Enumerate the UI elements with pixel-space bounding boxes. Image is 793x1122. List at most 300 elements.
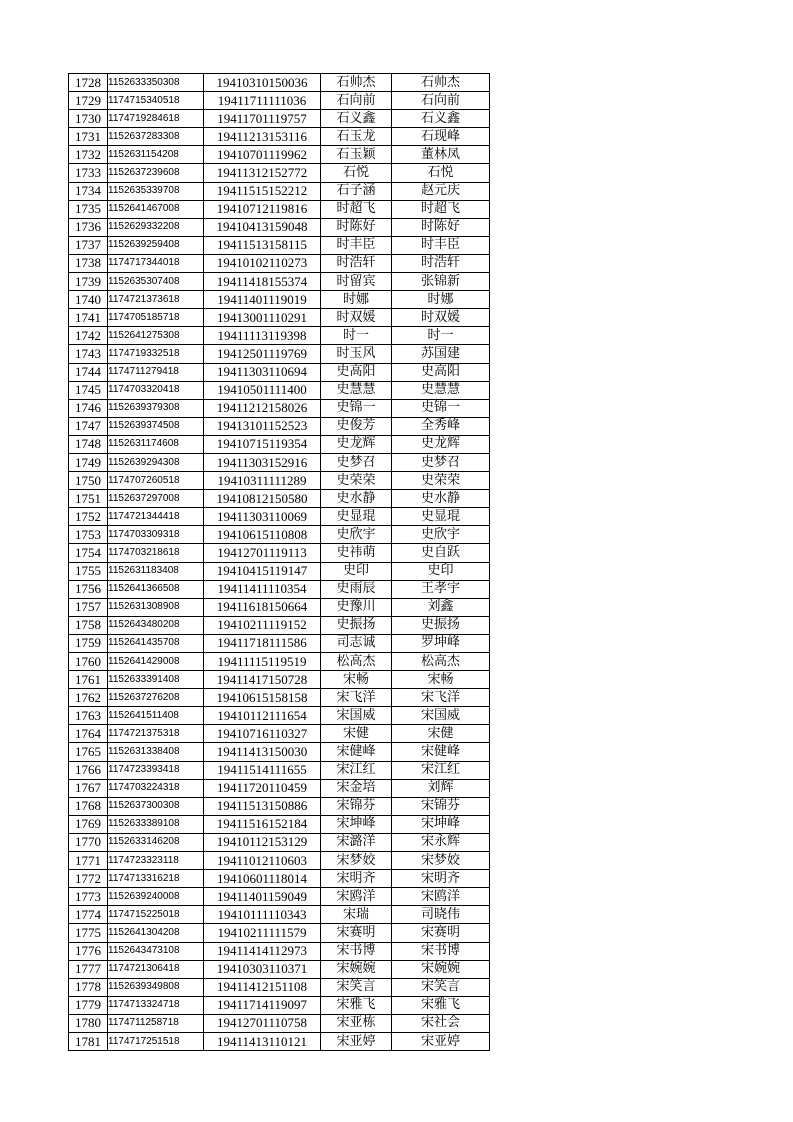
exam-number: 19411412151108 (204, 978, 321, 996)
account-number: 1152641435708 (108, 634, 204, 652)
exam-number: 19410102110273 (204, 254, 321, 272)
matched-name-cell: 史自跃 (392, 544, 490, 562)
table-row (69, 236, 490, 254)
exam-number: 19410601118014 (204, 870, 321, 888)
exam-number: 19410111110343 (204, 906, 321, 924)
name-cell: 史锦一 (321, 399, 392, 417)
account-number: 1174705185718 (108, 309, 204, 327)
account-number: 1152637276208 (108, 689, 204, 707)
name-cell: 宋潞洋 (321, 833, 392, 851)
exam-number: 19411514111655 (204, 761, 321, 779)
matched-name-cell: 宋畅 (392, 671, 490, 689)
row-number: 1736 (69, 218, 108, 236)
row-number: 1758 (69, 616, 108, 634)
exam-number: 19411012110603 (204, 852, 321, 870)
account-number: 1152639374508 (108, 417, 204, 435)
matched-name-cell: 宋亚婷 (392, 1032, 490, 1050)
exam-number: 19411513158115 (204, 236, 321, 254)
matched-name-cell: 史水静 (392, 490, 490, 508)
exam-number: 19411212158026 (204, 399, 321, 417)
account-number: 1152637239608 (108, 164, 204, 182)
table-row (69, 924, 490, 942)
row-number: 1750 (69, 472, 108, 490)
exam-number: 19412501119769 (204, 345, 321, 363)
row-number: 1769 (69, 815, 108, 833)
name-cell: 宋书博 (321, 942, 392, 960)
account-number: 1174703224318 (108, 779, 204, 797)
account-number: 1152635307408 (108, 273, 204, 291)
matched-name-cell: 宋国威 (392, 707, 490, 725)
matched-name-cell: 史龙辉 (392, 435, 490, 453)
account-number: 1152631338408 (108, 743, 204, 761)
row-number: 1765 (69, 743, 108, 761)
name-cell: 史梦召 (321, 453, 392, 471)
row-number: 1759 (69, 634, 108, 652)
name-cell: 宋健 (321, 725, 392, 743)
matched-name-cell: 时超飞 (392, 200, 490, 218)
exam-number: 19411418155374 (204, 273, 321, 291)
exam-number: 19411417150728 (204, 671, 321, 689)
matched-name-cell: 石悦 (392, 164, 490, 182)
account-number: 1174719332518 (108, 345, 204, 363)
exam-number: 19410712119816 (204, 200, 321, 218)
exam-number: 19411303110694 (204, 363, 321, 381)
account-number: 1152641275308 (108, 327, 204, 345)
name-cell: 宋瑞 (321, 906, 392, 924)
exam-number: 19410615110808 (204, 526, 321, 544)
exam-number: 19411115119519 (204, 653, 321, 671)
matched-name-cell: 宋赛明 (392, 924, 490, 942)
matched-name-cell: 宋明齐 (392, 870, 490, 888)
row-number: 1770 (69, 833, 108, 851)
account-number: 1152637300308 (108, 797, 204, 815)
name-cell: 宋赛明 (321, 924, 392, 942)
table-row (69, 508, 490, 526)
row-number: 1771 (69, 852, 108, 870)
table-row (69, 797, 490, 815)
matched-name-cell: 史梦召 (392, 453, 490, 471)
row-number: 1739 (69, 273, 108, 291)
table-row (69, 689, 490, 707)
name-cell: 宋笑言 (321, 978, 392, 996)
name-cell: 时娜 (321, 291, 392, 309)
matched-name-cell: 宋健 (392, 725, 490, 743)
row-number: 1752 (69, 508, 108, 526)
matched-name-cell: 宋永辉 (392, 833, 490, 851)
row-number: 1766 (69, 761, 108, 779)
table-row (69, 309, 490, 327)
matched-name-cell: 石向前 (392, 92, 490, 110)
matched-name-cell: 宋江红 (392, 761, 490, 779)
name-cell: 石义鑫 (321, 110, 392, 128)
matched-name-cell: 王孝宇 (392, 580, 490, 598)
matched-name-cell: 石帅杰 (392, 74, 490, 92)
name-cell: 宋锦芬 (321, 797, 392, 815)
exam-number: 19410415119147 (204, 562, 321, 580)
name-cell: 宋金培 (321, 779, 392, 797)
table-row (69, 616, 490, 634)
row-number: 1737 (69, 236, 108, 254)
matched-name-cell: 宋书博 (392, 942, 490, 960)
row-number: 1735 (69, 200, 108, 218)
table-row (69, 291, 490, 309)
exam-number: 19411701119757 (204, 110, 321, 128)
row-number: 1742 (69, 327, 108, 345)
name-cell: 史祎萌 (321, 544, 392, 562)
name-cell: 时陈好 (321, 218, 392, 236)
matched-name-cell: 史欣宇 (392, 526, 490, 544)
name-cell: 宋健峰 (321, 743, 392, 761)
table-row (69, 490, 490, 508)
row-number: 1728 (69, 74, 108, 92)
exam-number: 19410715119354 (204, 435, 321, 453)
row-number: 1733 (69, 164, 108, 182)
account-number: 1152633350308 (108, 74, 204, 92)
matched-name-cell: 史印 (392, 562, 490, 580)
table-row (69, 906, 490, 924)
name-cell: 史豫川 (321, 598, 392, 616)
row-number: 1734 (69, 182, 108, 200)
row-number: 1746 (69, 399, 108, 417)
matched-name-cell: 宋飞洋 (392, 689, 490, 707)
exam-number: 19410211119152 (204, 616, 321, 634)
name-cell: 时丰臣 (321, 236, 392, 254)
matched-name-cell: 刘辉 (392, 779, 490, 797)
table-row (69, 761, 490, 779)
account-number: 1152639294308 (108, 453, 204, 471)
name-cell: 史欣宇 (321, 526, 392, 544)
table-row (69, 580, 490, 598)
name-cell: 宋明齐 (321, 870, 392, 888)
name-cell: 宋江红 (321, 761, 392, 779)
table-row (69, 888, 490, 906)
table-row (69, 92, 490, 110)
row-number: 1756 (69, 580, 108, 598)
account-number: 1174703309318 (108, 526, 204, 544)
table-row (69, 725, 490, 743)
exam-number: 19411303152916 (204, 453, 321, 471)
account-number: 1174723393418 (108, 761, 204, 779)
account-number: 1174711279418 (108, 363, 204, 381)
exam-number: 19410716110327 (204, 725, 321, 743)
row-number: 1781 (69, 1032, 108, 1050)
matched-name-cell: 宋健峰 (392, 743, 490, 761)
name-cell: 时玉风 (321, 345, 392, 363)
name-cell: 史龙辉 (321, 435, 392, 453)
account-number: 1174719284618 (108, 110, 204, 128)
account-number: 1174715225018 (108, 906, 204, 924)
table-row (69, 453, 490, 471)
row-number: 1760 (69, 653, 108, 671)
matched-name-cell: 石现峰 (392, 128, 490, 146)
matched-name-cell: 时陈好 (392, 218, 490, 236)
table-row (69, 544, 490, 562)
account-number: 1174711258718 (108, 1014, 204, 1032)
table-row (69, 960, 490, 978)
table-row (69, 1014, 490, 1032)
matched-name-cell: 时浩轩 (392, 254, 490, 272)
table-row (69, 363, 490, 381)
exam-number: 19411711111036 (204, 92, 321, 110)
account-number: 1174703218618 (108, 544, 204, 562)
name-cell: 松高杰 (321, 653, 392, 671)
name-cell: 宋亚婷 (321, 1032, 392, 1050)
name-cell: 史荣荣 (321, 472, 392, 490)
name-cell: 时双媛 (321, 309, 392, 327)
table-row (69, 707, 490, 725)
matched-name-cell: 史锦一 (392, 399, 490, 417)
row-number: 1753 (69, 526, 108, 544)
roster-body (69, 74, 490, 1051)
name-cell: 史慧慧 (321, 381, 392, 399)
exam-number: 19410112111654 (204, 707, 321, 725)
account-number: 1152641511408 (108, 707, 204, 725)
row-number: 1764 (69, 725, 108, 743)
account-number: 1174703320418 (108, 381, 204, 399)
name-cell: 石悦 (321, 164, 392, 182)
row-number: 1762 (69, 689, 108, 707)
name-cell: 石玉颖 (321, 146, 392, 164)
table-row (69, 164, 490, 182)
table-row (69, 833, 490, 851)
matched-name-cell: 宋婉婉 (392, 960, 490, 978)
exam-number: 19411213153116 (204, 128, 321, 146)
account-number: 1174715340518 (108, 92, 204, 110)
row-number: 1774 (69, 906, 108, 924)
table-row (69, 779, 490, 797)
row-number: 1744 (69, 363, 108, 381)
account-number: 1152633391408 (108, 671, 204, 689)
account-number: 1174723323118 (108, 852, 204, 870)
name-cell: 宋飞洋 (321, 689, 392, 707)
exam-number: 19411401159049 (204, 888, 321, 906)
exam-number: 19410413159048 (204, 218, 321, 236)
exam-number: 19412701110758 (204, 1014, 321, 1032)
account-number: 1152631183408 (108, 562, 204, 580)
table-row (69, 634, 490, 652)
matched-name-cell: 时双媛 (392, 309, 490, 327)
table-row (69, 1032, 490, 1050)
matched-name-cell: 赵元庆 (392, 182, 490, 200)
row-number: 1751 (69, 490, 108, 508)
table-row (69, 273, 490, 291)
account-number: 1174717251518 (108, 1032, 204, 1050)
table-row (69, 743, 490, 761)
row-number: 1731 (69, 128, 108, 146)
matched-name-cell: 史慧慧 (392, 381, 490, 399)
exam-number: 19411312152772 (204, 164, 321, 182)
account-number: 1152643480208 (108, 616, 204, 634)
matched-name-cell: 时娜 (392, 291, 490, 309)
exam-number: 19410812150580 (204, 490, 321, 508)
table-row (69, 598, 490, 616)
account-number: 1152639349808 (108, 978, 204, 996)
matched-name-cell: 宋鸥洋 (392, 888, 490, 906)
table-row (69, 128, 490, 146)
table-row (69, 996, 490, 1014)
exam-number: 19411513150886 (204, 797, 321, 815)
account-number: 1152633146208 (108, 833, 204, 851)
table-row (69, 815, 490, 833)
table-row (69, 146, 490, 164)
name-cell: 史显琨 (321, 508, 392, 526)
account-number: 1152639259408 (108, 236, 204, 254)
name-cell: 史高阳 (321, 363, 392, 381)
account-number: 1152637297008 (108, 490, 204, 508)
table-row (69, 110, 490, 128)
name-cell: 宋畅 (321, 671, 392, 689)
matched-name-cell: 宋梦姣 (392, 852, 490, 870)
matched-name-cell: 全秀峰 (392, 417, 490, 435)
account-number: 1152633389108 (108, 815, 204, 833)
row-number: 1732 (69, 146, 108, 164)
name-cell: 石帅杰 (321, 74, 392, 92)
matched-name-cell: 史显琨 (392, 508, 490, 526)
matched-name-cell: 史振扬 (392, 616, 490, 634)
row-number: 1773 (69, 888, 108, 906)
row-number: 1757 (69, 598, 108, 616)
table-row (69, 381, 490, 399)
row-number: 1779 (69, 996, 108, 1014)
account-number: 1152641366508 (108, 580, 204, 598)
exam-number: 19410112153129 (204, 833, 321, 851)
table-row (69, 942, 490, 960)
table-row (69, 562, 490, 580)
account-number: 1152641429008 (108, 653, 204, 671)
account-number: 1174717344018 (108, 254, 204, 272)
account-number: 1174721375318 (108, 725, 204, 743)
name-cell: 宋亚栋 (321, 1014, 392, 1032)
account-number: 1152631154208 (108, 146, 204, 164)
table-row (69, 327, 490, 345)
row-number: 1741 (69, 309, 108, 327)
name-cell: 宋坤峰 (321, 815, 392, 833)
exam-number: 19411718111586 (204, 634, 321, 652)
table-row (69, 74, 490, 92)
matched-name-cell: 宋坤峰 (392, 815, 490, 833)
name-cell: 宋婉婉 (321, 960, 392, 978)
exam-number: 19410311111289 (204, 472, 321, 490)
table-row (69, 472, 490, 490)
account-number: 1152641304208 (108, 924, 204, 942)
row-number: 1754 (69, 544, 108, 562)
table-row (69, 978, 490, 996)
name-cell: 时一 (321, 327, 392, 345)
exam-number: 19412701119113 (204, 544, 321, 562)
table-row (69, 671, 490, 689)
row-number: 1730 (69, 110, 108, 128)
name-cell: 时浩轩 (321, 254, 392, 272)
name-cell: 石玉龙 (321, 128, 392, 146)
row-number: 1778 (69, 978, 108, 996)
matched-name-cell: 刘鑫 (392, 598, 490, 616)
matched-name-cell: 宋笑言 (392, 978, 490, 996)
matched-name-cell: 时一 (392, 327, 490, 345)
exam-number: 19411720110459 (204, 779, 321, 797)
exam-number: 19410615158158 (204, 689, 321, 707)
table-row (69, 218, 490, 236)
exam-number: 19413101152523 (204, 417, 321, 435)
name-cell: 史雨辰 (321, 580, 392, 598)
matched-name-cell: 宋社会 (392, 1014, 490, 1032)
matched-name-cell: 宋锦芬 (392, 797, 490, 815)
row-number: 1776 (69, 942, 108, 960)
account-number: 1174707260518 (108, 472, 204, 490)
name-cell: 史水静 (321, 490, 392, 508)
table-row (69, 653, 490, 671)
row-number: 1749 (69, 453, 108, 471)
account-number: 1152641467008 (108, 200, 204, 218)
matched-name-cell: 时丰臣 (392, 236, 490, 254)
table-row (69, 200, 490, 218)
row-number: 1748 (69, 435, 108, 453)
row-number: 1755 (69, 562, 108, 580)
account-number: 1152639379308 (108, 399, 204, 417)
name-cell: 时超飞 (321, 200, 392, 218)
matched-name-cell: 松高杰 (392, 653, 490, 671)
name-cell: 宋国威 (321, 707, 392, 725)
row-number: 1761 (69, 671, 108, 689)
account-number: 1174721344418 (108, 508, 204, 526)
exam-number: 19411618150664 (204, 598, 321, 616)
account-number: 1152631174608 (108, 435, 204, 453)
row-number: 1768 (69, 797, 108, 815)
row-number: 1747 (69, 417, 108, 435)
table-row (69, 254, 490, 272)
account-number: 1152629332208 (108, 218, 204, 236)
name-cell: 史振扬 (321, 616, 392, 634)
table-row (69, 417, 490, 435)
table-row (69, 870, 490, 888)
row-number: 1738 (69, 254, 108, 272)
table-row (69, 852, 490, 870)
table-row (69, 526, 490, 544)
name-cell: 石向前 (321, 92, 392, 110)
exam-number: 19411516152184 (204, 815, 321, 833)
row-number: 1780 (69, 1014, 108, 1032)
row-number: 1743 (69, 345, 108, 363)
exam-number: 19410310150036 (204, 74, 321, 92)
exam-number: 19410701119962 (204, 146, 321, 164)
name-cell: 宋雅飞 (321, 996, 392, 1014)
account-number: 1174721306418 (108, 960, 204, 978)
exam-number: 19411414112973 (204, 942, 321, 960)
account-number: 1152637283308 (108, 128, 204, 146)
row-number: 1775 (69, 924, 108, 942)
exam-number: 19411714119097 (204, 996, 321, 1014)
exam-number: 19411413110121 (204, 1032, 321, 1050)
name-cell: 司志诚 (321, 634, 392, 652)
matched-name-cell: 司晓伟 (392, 906, 490, 924)
table-row (69, 435, 490, 453)
exam-number: 19411303110069 (204, 508, 321, 526)
exam-number: 19410303110371 (204, 960, 321, 978)
exam-number: 19411413150030 (204, 743, 321, 761)
account-number: 1152631308908 (108, 598, 204, 616)
matched-name-cell: 史高阳 (392, 363, 490, 381)
name-cell: 史俊芳 (321, 417, 392, 435)
account-number: 1174721373618 (108, 291, 204, 309)
table-row (69, 345, 490, 363)
row-number: 1772 (69, 870, 108, 888)
account-number: 1152643473108 (108, 942, 204, 960)
row-number: 1767 (69, 779, 108, 797)
exam-number: 19411113119398 (204, 327, 321, 345)
exam-number: 19410211111579 (204, 924, 321, 942)
matched-name-cell: 史荣荣 (392, 472, 490, 490)
row-number: 1740 (69, 291, 108, 309)
row-number: 1729 (69, 92, 108, 110)
